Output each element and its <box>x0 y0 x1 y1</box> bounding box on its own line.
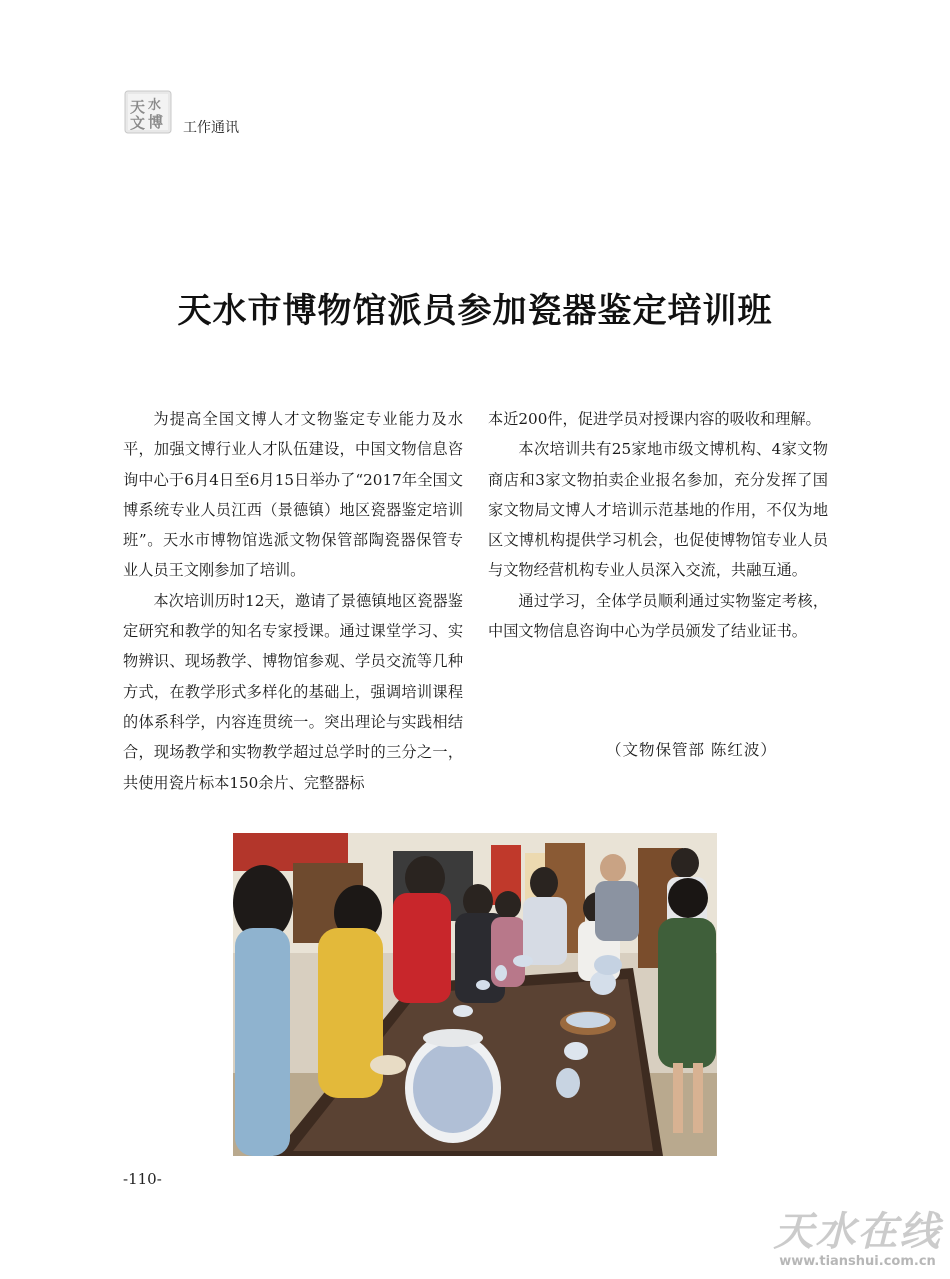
tianshui-wenbo-seal-icon <box>124 90 172 134</box>
article-paragraph: 为提高全国文博人才文物鉴定专业能力及水平，加强文博行业人才队伍建设，中国文物信息咨询中心于6月4日至6月15日举办了“2017年全国文博系统专业人员江西（景德镇）地区瓷器鉴定培训班”。天水市博物馆选派文物保管部陶瓷器保管专业人员王文刚参加了培训。 <box>123 410 463 580</box>
svg-text:天: 天 <box>130 98 146 116</box>
training-group-porcelain-photo <box>233 833 717 1156</box>
article-title: 天水市博物馆派员参加瓷器鉴定培训班 <box>177 291 773 331</box>
section-label: 工作通讯 <box>183 120 239 136</box>
article-paragraph: 本次培训共有25家地市级文博机构、4家文物商店和3家文物拍卖企业报名参加，充分发挥了国家文物局文博人才培训示范基地的作用，不仅为地区文博机构提供学习机会，也促使博物馆专业人员与文物经营机构专业人员深入交流，共融互通。 <box>488 440 828 580</box>
article-right-column <box>488 404 828 646</box>
watermark-url: www.tianshui.com.cn <box>779 1254 936 1269</box>
svg-text:水: 水 <box>148 98 162 113</box>
article-left-column <box>123 404 463 798</box>
page-number: -110- <box>123 1170 162 1188</box>
site-watermark <box>770 1200 945 1275</box>
svg-text:文: 文 <box>130 114 146 132</box>
watermark-text: 天水在线 <box>773 1209 942 1255</box>
article-paragraph: 通过学习，全体学员顺利通过实物鉴定考核，中国文物信息咨询中心为学员颁发了结业证书。 <box>488 591 828 641</box>
article-byline: （文物保管部 陈红波） <box>606 741 777 759</box>
svg-text:博: 博 <box>148 113 164 131</box>
article-paragraph-continuation: 本近200件，促进学员对授课内容的吸收和理解。 <box>488 410 821 428</box>
article-paragraph: 本次培训历时12天，邀请了景德镇地区瓷器鉴定研究和教学的知名专家授课。通过课堂学习、实物辨识、现场教学、博物馆参观、学员交流等几种方式，在教学形式多样化的基础上，强调培训课程的体系科学，内容连贯统一。突出理论与实践相结合，现场教学和实物教学超过总学时的三分之一，共使用瓷片标本150余片、完整器标 <box>123 591 463 792</box>
